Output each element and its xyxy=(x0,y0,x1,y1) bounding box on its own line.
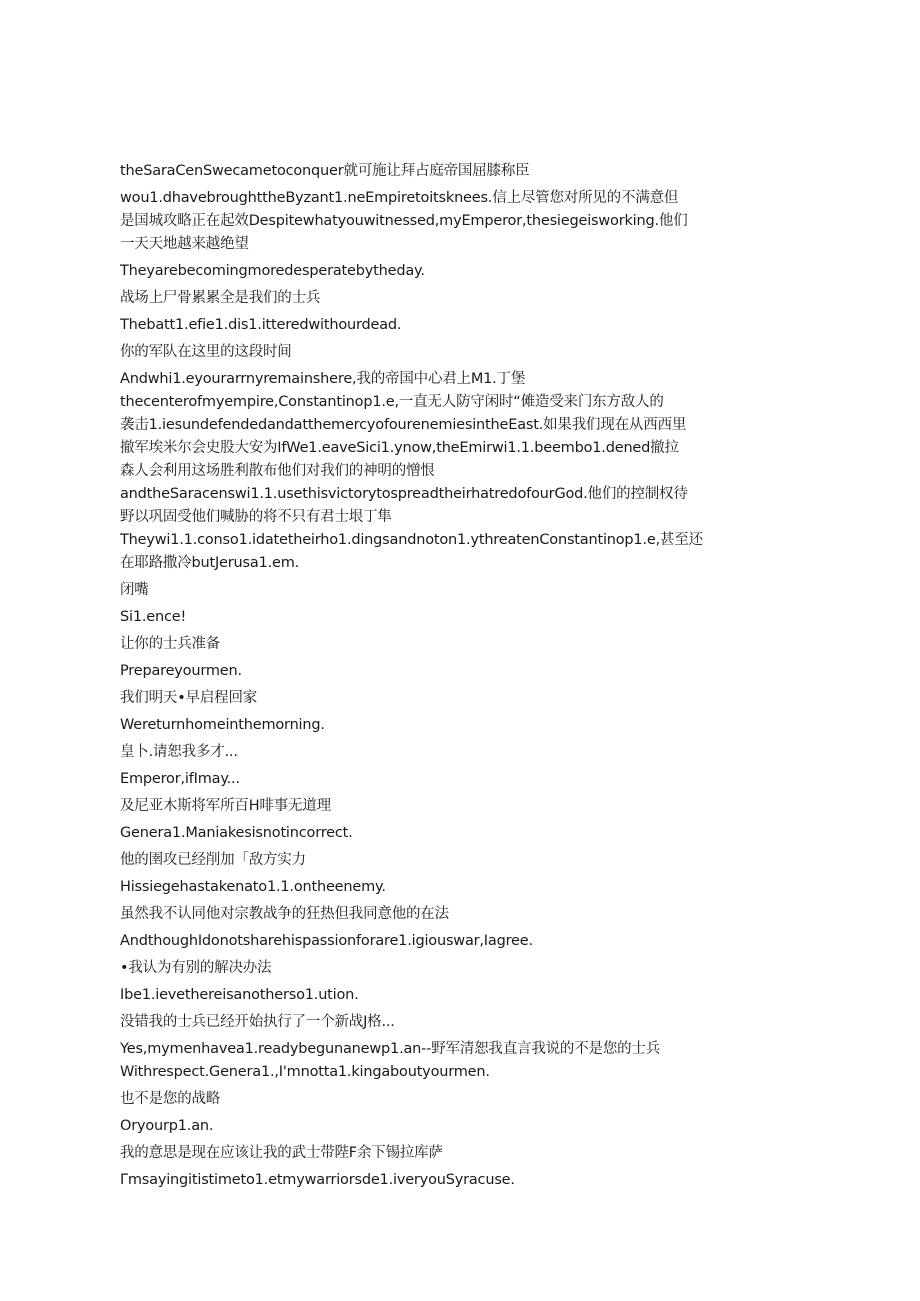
text-line: 袭击1.iesundefendedandatthemercyofourenemiesintheEast.如果我们现在从西西里 xyxy=(120,417,687,433)
text-line: Ibe1.ievethereisanotherso1.ution. xyxy=(120,987,359,1003)
text-line: Yes,mymenhavea1.readybegunanewp1.an--野军清恕我直言我说的不是您的士兵 xyxy=(120,1041,661,1057)
text-line: Γmsayingitistimeto1.etmywarriorsde1.iveryouSyracuse. xyxy=(120,1172,515,1188)
text-line: wou1.dhavebroughttheByzant1.neEmpiretoitsknees.信上尽管您对所见的不满意但 xyxy=(120,190,679,206)
text-line: Hissiegehastakenato1.1.ontheenemy. xyxy=(120,879,386,895)
text-line: 我的意思是现在应该让我的武士带陛F余下锡拉库萨 xyxy=(120,1145,443,1161)
text-line: theSaraCenSwecametoconquer就可施让拜占庭帝国屈膝称臣 xyxy=(120,163,530,179)
text-line: 及尼亚木斯将军所百H啡事无道理 xyxy=(120,798,331,814)
text-line: Oryourp1.an. xyxy=(120,1118,214,1134)
text-line: 战场上尸骨累累全是我们的士兵 xyxy=(120,290,321,306)
text-line: Wereturnhomeinthemorning. xyxy=(120,717,325,733)
text-line: 撤军埃米尔会史股大安为IfWe1.eaveSici1.ynow,theEmirwi1.1.beembo1.dened撤拉 xyxy=(120,440,679,456)
text-line: 野以巩固受他们喊胁的将不只有君士垠丁隼 xyxy=(120,509,392,525)
text-line: AndthoughIdonotsharehispassionforare1.igiouswar,Iagree. xyxy=(120,933,533,949)
text-line: 皇卜.请恕我多才... xyxy=(120,744,238,760)
text-line: Andwhi1.eyourarrnyremainshere,我的帝国中心君上M1.丁堡 xyxy=(120,371,526,387)
text-line: Withrespect.Genera1.,I'mnotta1.kingaboutyourmen. xyxy=(120,1064,490,1080)
text-line: Thebatt1.efie1.dis1.itteredwithourdead. xyxy=(120,317,402,333)
text-line: Prepareyourmen. xyxy=(120,663,242,679)
text-line: 你的军队在这里的这段时间 xyxy=(120,344,292,360)
text-line: Theywi1.1.conso1.idatetheirho1.dingsandnoton1.ythreatenConstantinop1.e,甚至还 xyxy=(120,532,703,548)
document-body xyxy=(120,160,703,1192)
text-line: 让你的士兵准备 xyxy=(120,636,221,652)
text-line: Genera1.Maniakesisnotincorrect. xyxy=(120,825,353,841)
text-line: andtheSaracenswi1.1.usethisvictorytospreadtheirhatredofourGod.他们的控制权待 xyxy=(120,486,688,502)
text-line: •我认为有别的解决办法 xyxy=(120,960,272,976)
text-line: 在耶路撒冷butJerusa1.em. xyxy=(120,555,300,571)
text-line: Theyarebecomingmoredesperatebytheday. xyxy=(120,263,425,279)
text-line: 是国城攻略正在起效Despitewhatyouwitnessed,myEmperor,thesiegeisworking.他们 xyxy=(120,213,688,229)
text-line: 我们明天•早启程回家 xyxy=(120,690,258,706)
text-line: 他的圉攻已经削加「敌方实力 xyxy=(120,852,306,868)
text-line: Emperor,ifImay... xyxy=(120,771,240,787)
text-line: thecenterofmyempire,Constantinop1.e,一直无人防守闲时“傩造受来门东方敌人的 xyxy=(120,394,664,410)
text-line: 也不是您的战略 xyxy=(120,1091,221,1107)
text-line: 闭嘴 xyxy=(120,582,149,598)
text-line: 没错我的士兵已经开始执行了一个新战J格... xyxy=(120,1014,395,1030)
text-line: 一天天地越来越绝望 xyxy=(120,236,249,252)
text-line: 虽然我不认同他对宗教战争的狂热但我同意他的在法 xyxy=(120,906,449,922)
text-line: Si1.ence! xyxy=(120,609,187,625)
text-line: 森人会利用这场胜利散布他们对我们的神明的憎恨 xyxy=(120,463,435,479)
